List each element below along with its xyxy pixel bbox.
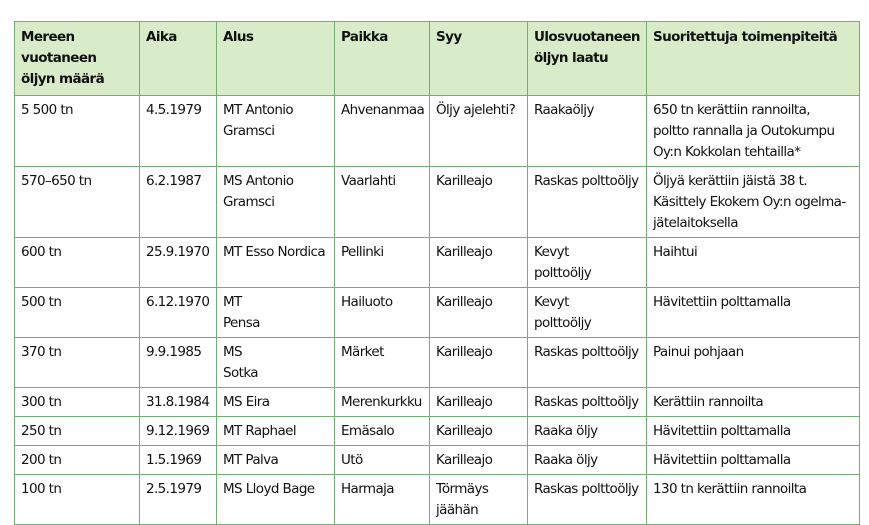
cell-vessel: MS Antonio Gramsci	[217, 167, 335, 238]
cell-vessel: MS Lloyd Bage	[217, 475, 335, 525]
header-oil-type: Ulosvuotaneen öljyn laatu	[528, 22, 647, 96]
table-row	[15, 338, 860, 388]
cell-oil-amount: 300 tn	[15, 388, 140, 417]
header-location: Paikka	[335, 22, 430, 96]
cell-oil-amount: 100 tn	[15, 475, 140, 525]
table-body	[15, 96, 860, 525]
header-vessel: Alus	[217, 22, 335, 96]
cell-oil-amount: 500 tn	[15, 288, 140, 338]
cell-actions: Hävitettiin polttamalla	[647, 417, 860, 446]
cell-cause: Karilleajo	[430, 417, 528, 446]
table-row	[15, 167, 860, 238]
cell-location: Emäsalo	[335, 417, 430, 446]
oil-spill-table	[14, 21, 860, 525]
cell-cause: Karilleajo	[430, 388, 528, 417]
cell-vessel: MS Sotka	[217, 338, 335, 388]
cell-actions: 130 tn kerättiin rannoilta	[647, 475, 860, 525]
table-row	[15, 417, 860, 446]
cell-actions: Kerättiin rannoilta	[647, 388, 860, 417]
table-row	[15, 475, 860, 525]
cell-oil-amount: 200 tn	[15, 446, 140, 475]
cut-off-text-line	[14, 501, 859, 508]
table-row	[15, 288, 860, 338]
cell-oil-type: Raskas polttoöljy	[528, 338, 647, 388]
cell-oil-type: Kevyt polttoöljy	[528, 288, 647, 338]
table-row	[15, 238, 860, 288]
cell-oil-type: Kevyt polttoöljy	[528, 238, 647, 288]
header-actions: Suoritettuja toimenpiteitä	[647, 22, 860, 96]
header-oil-amount: Mereen vuotaneen öljyn määrä	[15, 22, 140, 96]
cell-date: 4.5.1979	[140, 96, 217, 167]
cell-oil-amount: 370 tn	[15, 338, 140, 388]
cell-date: 31.8.1984	[140, 388, 217, 417]
cell-cause: Öljy ajelehti?	[430, 96, 528, 167]
cell-actions: Painui pohjaan	[647, 338, 860, 388]
cell-date: 6.12.1970	[140, 288, 217, 338]
cell-date: 6.2.1987	[140, 167, 217, 238]
cell-date: 2.5.1979	[140, 475, 217, 525]
cell-oil-type: Raskas polttoöljy	[528, 388, 647, 417]
table-row	[15, 446, 860, 475]
cell-date: 25.9.1970	[140, 238, 217, 288]
cell-vessel: MT Pensa	[217, 288, 335, 338]
cell-actions: 650 tn kerättiin rannoilta, poltto rannalla ja Outokumpu Oy:n Kokkolan tehtailla*	[647, 96, 860, 167]
cell-oil-type: Raskas polttoöljy	[528, 167, 647, 238]
oil-spill-table-container	[14, 21, 859, 525]
cell-oil-amount: 570–650 tn	[15, 167, 140, 238]
cell-date: 9.12.1969	[140, 417, 217, 446]
cell-oil-amount: 250 tn	[15, 417, 140, 446]
cell-date: 9.9.1985	[140, 338, 217, 388]
cell-oil-amount: 600 tn	[15, 238, 140, 288]
cell-cause: Törmäys jäähän	[430, 475, 528, 525]
cell-cause: Karilleajo	[430, 238, 528, 288]
table-header	[15, 22, 860, 96]
cell-location: Harmaja	[335, 475, 430, 525]
header-row	[15, 22, 860, 96]
cell-cause: Karilleajo	[430, 167, 528, 238]
cell-vessel: MT Palva	[217, 446, 335, 475]
cell-cause: Karilleajo	[430, 338, 528, 388]
cell-oil-type: Raaka öljy	[528, 417, 647, 446]
table-row	[15, 388, 860, 417]
cell-vessel: MS Eira	[217, 388, 335, 417]
cell-actions: Hävitettiin polttamalla	[647, 446, 860, 475]
cell-oil-type: Raaka öljy	[528, 446, 647, 475]
cell-location: Ahvenanmaa	[335, 96, 430, 167]
cell-actions: Haihtui	[647, 238, 860, 288]
header-date: Aika	[140, 22, 217, 96]
cell-location: Pellinki	[335, 238, 430, 288]
cell-vessel: MT Antonio Gramsci	[217, 96, 335, 167]
cell-location: Merenkurkku	[335, 388, 430, 417]
cell-location: Hailuoto	[335, 288, 430, 338]
cell-cause: Karilleajo	[430, 446, 528, 475]
cell-oil-amount: 5 500 tn	[15, 96, 140, 167]
cell-vessel: MT Raphael	[217, 417, 335, 446]
cell-actions: Öljyä kerättiin jäistä 38 t. Käsittely Ekokem Oy:n ogelma- jätelaitoksella	[647, 167, 860, 238]
cell-cause: Karilleajo	[430, 288, 528, 338]
cell-date: 1.5.1969	[140, 446, 217, 475]
cell-location: Utö	[335, 446, 430, 475]
header-cause: Syy	[430, 22, 528, 96]
cell-oil-type: Raskas polttoöljy	[528, 475, 647, 525]
cell-actions: Hävitettiin polttamalla	[647, 288, 860, 338]
cell-location: Vaarlahti	[335, 167, 430, 238]
cell-location: Märket	[335, 338, 430, 388]
cell-vessel: MT Esso Nordica	[217, 238, 335, 288]
cell-oil-type: Raakaöljy	[528, 96, 647, 167]
table-row	[15, 96, 860, 167]
